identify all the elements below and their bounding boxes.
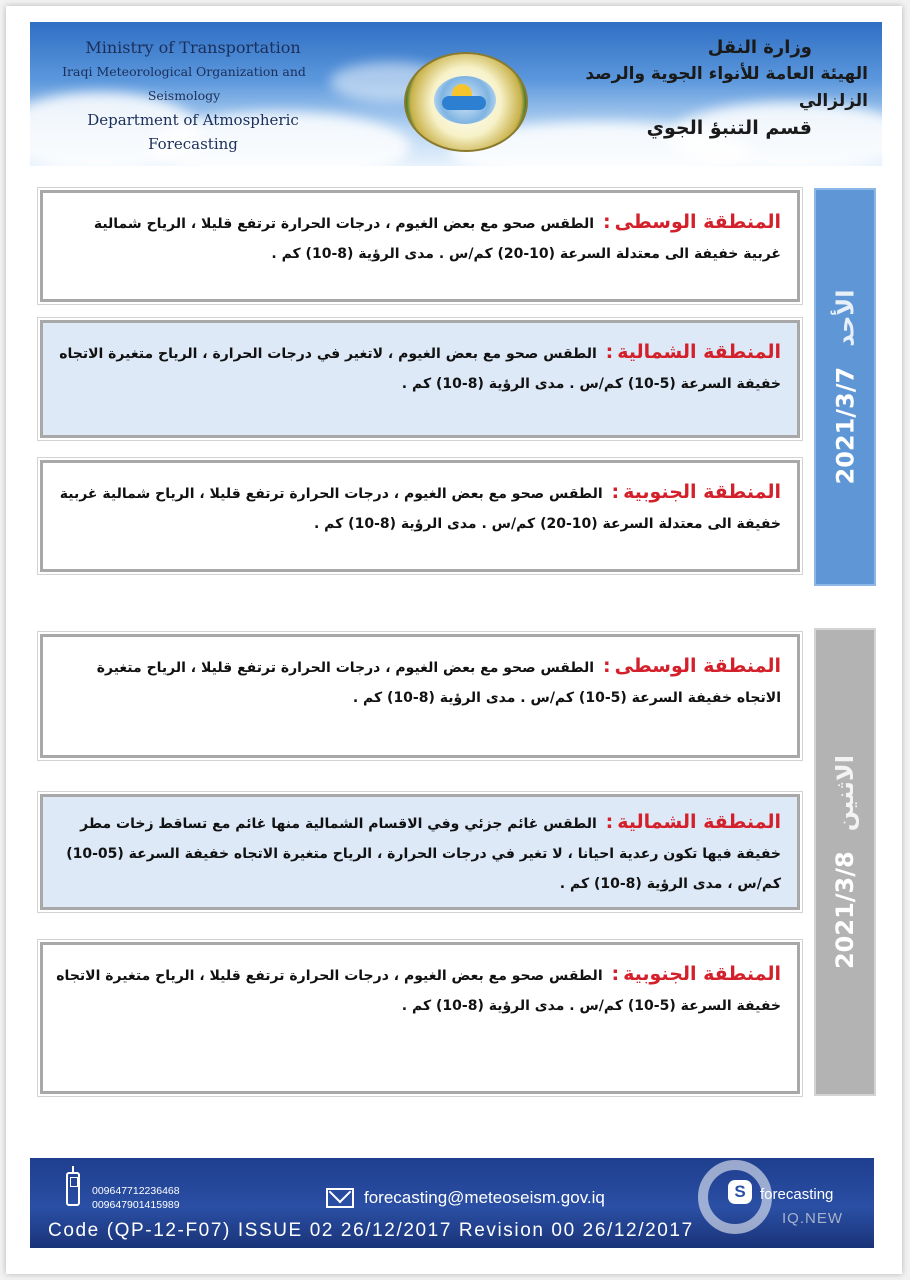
organization-name-ar: الهيئة العامة للأنواء الجوية والرصد الزلزالي — [585, 64, 868, 111]
region-box-central: المنطقة الوسطى: الطقس صحو مع بعض الغيوم ، درجات الحرارة ترتفع قليلا ، الرياح شمالية غربية خفيفة الى معتدلة السرعة (10-20) كم/س . مدى الرؤية (8-10) كم . — [40, 190, 800, 302]
watermark-circle-icon — [698, 1160, 772, 1234]
phone-icon — [66, 1172, 80, 1206]
skype-icon: S — [728, 1180, 752, 1204]
header-banner — [30, 22, 882, 166]
email-address[interactable]: forecasting@meteoseism.gov.iq — [364, 1188, 605, 1207]
department-name-ar: قسم التنبؤ الجوي — [646, 117, 812, 139]
ministry-arabic-heading — [568, 34, 868, 142]
ministry-name-en: Ministry of Transportation — [85, 38, 301, 57]
day-date-strip — [814, 628, 876, 1096]
region-forecast-text: الطقس صحو مع بعض الغيوم ، درجات الحرارة ترتفع قليلا ، الرياح متغيرة الاتجاه خفيفة السرعة (5-10) كم/س . مدى الرؤية (8-10) كم . — [96, 660, 781, 706]
region-forecast-text: الطقس صحو مع بعض الغيوم ، درجات الحرارة ترتفع قليلا ، الرياح شمالية غربية خفيفة الى معتدلة السرعة (10-20) كم/س . مدى الرؤية (8-10) كم . — [93, 216, 781, 262]
region-forecast-text: الطقس صحو مع بعض الغيوم ، درجات الحرارة ترتفع قليلا ، الرياح شمالية غربية خفيفة الى معتدلة السرعة (10-20) كم/س . مدى الرؤية (8-10) كم . — [59, 486, 781, 532]
region-box-southern: المنطقة الجنوبية: الطقس صحو مع بعض الغيوم ، درجات الحرارة ترتفع قليلا ، الرياح شمالية غربية خفيفة الى معتدلة السرعة (10-20) كم/س . مدى الرؤية (8-10) كم . — [40, 460, 800, 572]
region-name: المنطقة الوسطى — [614, 655, 781, 677]
region-forecast-text: الطقس صحو مع بعض الغيوم ، لاتغير في درجات الحرارة ، الرياح متغيرة الاتجاه خفيفة السرعة (5-10) كم/س . مدى الرؤية (8-10) كم . — [59, 346, 781, 392]
watermark-text: IQ.NEW — [782, 1210, 843, 1227]
forecast-date: 2021/3/8 — [831, 851, 860, 970]
ministry-name-ar: وزارة النقل — [707, 37, 812, 58]
document-code: Code (QP-12-F07) ISSUE 02 26/12/2017 Revision 00 26/12/2017 — [48, 1220, 694, 1241]
region-forecast-text: الطقس صحو مع بعض الغيوم ، درجات الحرارة ترتفع قليلا ، الرياح متغيرة الاتجاه خفيفة السرعة (5-10) كم/س . مدى الرؤية (8-10) كم . — [56, 968, 781, 1014]
mail-icon — [326, 1188, 354, 1208]
day-date-strip — [814, 188, 876, 586]
region-forecast-text: الطقس غائم جزئي وفي الاقسام الشمالية منها غائم مع تساقط زخات مطر خفيفة فيها تكون رعدية احيانا ، لا تغير في درجات الحرارة ، الرياح متغيرة الاتجاه خفيفة السرعة (05-10) كم/س ، مدى الرؤية (8-10) كم . — [66, 816, 781, 892]
region-name: المنطقة الشمالية — [617, 341, 781, 363]
phone-number: 009647712236468 — [92, 1185, 180, 1197]
region-box-southern: المنطقة الجنوبية: الطقس صحو مع بعض الغيوم ، درجات الحرارة ترتفع قليلا ، الرياح متغيرة الاتجاه خفيفة السرعة (5-10) كم/س . مدى الرؤية (8-10) كم . — [40, 942, 800, 1094]
forecast-day: الأحد — [831, 289, 859, 347]
phone-number: 009647901415989 — [92, 1199, 180, 1211]
skype-handle: forecasting — [760, 1186, 834, 1203]
department-name-en: Department of Atmospheric Forecasting — [87, 111, 299, 153]
region-name: المنطقة الجنوبية — [623, 963, 781, 985]
region-name: المنطقة الوسطى — [614, 211, 781, 233]
ministry-english-heading — [48, 36, 338, 156]
region-name: المنطقة الجنوبية — [623, 481, 781, 503]
organization-seal-icon — [404, 52, 528, 152]
forecast-date: 2021/3/7 — [831, 366, 859, 485]
phone-numbers — [92, 1184, 180, 1212]
organization-name-en: Iraqi Meteorological Organization and Seismology — [62, 64, 306, 103]
region-name: المنطقة الشمالية — [617, 811, 781, 833]
region-box-northern: المنطقة الشمالية: الطقس صحو مع بعض الغيوم ، لاتغير في درجات الحرارة ، الرياح متغيرة الاتجاه خفيفة السرعة (5-10) كم/س . مدى الرؤية (8-10) كم . — [40, 320, 800, 438]
region-box-central: المنطقة الوسطى: الطقس صحو مع بعض الغيوم ، درجات الحرارة ترتفع قليلا ، الرياح متغيرة الاتجاه خفيفة السرعة (5-10) كم/س . مدى الرؤية (8-10) كم . — [40, 634, 800, 758]
region-box-northern: المنطقة الشمالية: الطقس غائم جزئي وفي الاقسام الشمالية منها غائم مع تساقط زخات مطر خفيفة فيها تكون رعدية احيانا ، لا تغير في درجات الحرارة ، الرياح متغيرة الاتجاه خفيفة السرعة (05-10) كم/س ، مدى الرؤية (8-10) كم . — [40, 794, 800, 910]
forecast-day: الاثنين — [831, 754, 860, 832]
